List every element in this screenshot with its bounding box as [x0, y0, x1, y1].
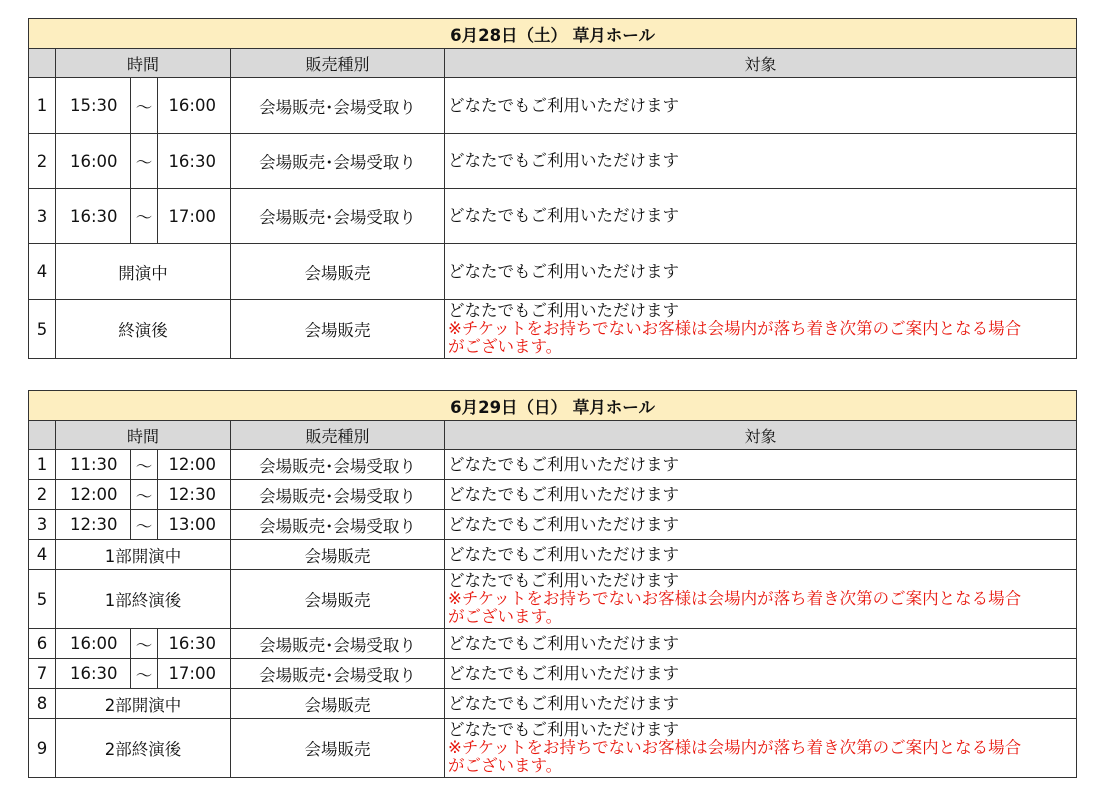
time-label: 開演中	[56, 244, 231, 300]
header-sale-type: 販売種別	[231, 421, 445, 450]
row-number: 7	[29, 659, 56, 689]
sale-type: 会場販売	[231, 244, 445, 300]
table-row	[29, 78, 1077, 134]
sale-type: 会場販売	[231, 300, 445, 359]
target-text: どなたでもご利用いただけます	[445, 540, 1077, 570]
target-text: どなたでもご利用いただけます	[445, 510, 1077, 540]
note-text-line1: ※チケットをお持ちでないお客様は会場内が落ち着き次第のご案内となる場合	[448, 319, 1022, 338]
table-row	[29, 244, 1077, 300]
start-time: 15:30	[56, 78, 131, 134]
target-cell	[445, 570, 1077, 629]
table-row	[29, 629, 1077, 659]
start-time: 12:30	[56, 510, 131, 540]
header-blank	[29, 421, 56, 450]
row-number: 3	[29, 510, 56, 540]
sale-type: 会場販売･会場受取り	[231, 510, 445, 540]
row-number: 9	[29, 719, 56, 778]
end-time: 16:30	[158, 134, 231, 189]
sale-type: 会場販売	[231, 540, 445, 570]
target-text: どなたでもご利用いただけます	[448, 720, 679, 739]
note-text-line1: ※チケットをお持ちでないお客様は会場内が落ち着き次第のご案内となる場合	[448, 738, 1022, 757]
target-text: どなたでもご利用いただけます	[445, 244, 1077, 300]
table-row	[29, 480, 1077, 510]
end-time: 12:00	[158, 450, 231, 480]
time-label: 1部開演中	[56, 540, 231, 570]
row-number: 2	[29, 480, 56, 510]
target-text: どなたでもご利用いただけます	[445, 78, 1077, 134]
row-number: 6	[29, 629, 56, 659]
header-time: 時間	[56, 421, 231, 450]
start-time: 11:30	[56, 450, 131, 480]
tilde: ～	[131, 189, 158, 244]
row-number: 8	[29, 689, 56, 719]
end-time: 13:00	[158, 510, 231, 540]
target-text: どなたでもご利用いただけます	[448, 301, 679, 320]
end-time: 17:00	[158, 659, 231, 689]
sale-type: 会場販売	[231, 719, 445, 778]
tilde: ～	[131, 510, 158, 540]
table-row	[29, 659, 1077, 689]
end-time: 17:00	[158, 189, 231, 244]
table-title: 6月28日（土） 草月ホール	[29, 19, 1077, 49]
row-number: 3	[29, 189, 56, 244]
sale-type: 会場販売	[231, 570, 445, 629]
note-text-line2: がございます。	[448, 607, 563, 626]
header-sale-type: 販売種別	[231, 49, 445, 78]
table-row	[29, 510, 1077, 540]
tilde: ～	[131, 659, 158, 689]
table-row	[29, 689, 1077, 719]
sale-type: 会場販売･会場受取り	[231, 659, 445, 689]
target-cell	[445, 719, 1077, 778]
tilde: ～	[131, 78, 158, 134]
target-text: どなたでもご利用いただけます	[445, 134, 1077, 189]
target-text: どなたでもご利用いただけます	[445, 189, 1077, 244]
row-number: 1	[29, 450, 56, 480]
target-text: どなたでもご利用いただけます	[445, 450, 1077, 480]
start-time: 16:00	[56, 629, 131, 659]
row-number: 4	[29, 540, 56, 570]
table-row	[29, 450, 1077, 480]
start-time: 16:30	[56, 189, 131, 244]
end-time: 16:00	[158, 78, 231, 134]
row-number: 4	[29, 244, 56, 300]
header-blank	[29, 49, 56, 78]
table-row	[29, 300, 1077, 359]
time-label: 2部終演後	[56, 719, 231, 778]
table-row	[29, 570, 1077, 629]
tilde: ～	[131, 480, 158, 510]
sale-type: 会場販売･会場受取り	[231, 480, 445, 510]
note-text-line2: がございます。	[448, 337, 563, 356]
table-row	[29, 134, 1077, 189]
row-number: 2	[29, 134, 56, 189]
target-text: どなたでもご利用いただけます	[445, 629, 1077, 659]
note-text-line2: がございます。	[448, 756, 563, 775]
target-text: どなたでもご利用いただけます	[445, 480, 1077, 510]
start-time: 16:00	[56, 134, 131, 189]
sale-type: 会場販売･会場受取り	[231, 78, 445, 134]
table-row	[29, 189, 1077, 244]
schedule-table-june-29	[28, 390, 1077, 778]
row-number: 5	[29, 300, 56, 359]
sale-type: 会場販売･会場受取り	[231, 450, 445, 480]
table-row	[29, 719, 1077, 778]
note-text-line1: ※チケットをお持ちでないお客様は会場内が落ち着き次第のご案内となる場合	[448, 589, 1022, 608]
time-label: 2部開演中	[56, 689, 231, 719]
end-time: 16:30	[158, 629, 231, 659]
tilde: ～	[131, 450, 158, 480]
sale-type: 会場販売	[231, 689, 445, 719]
table-row	[29, 540, 1077, 570]
target-cell	[445, 300, 1077, 359]
row-number: 5	[29, 570, 56, 629]
tilde: ～	[131, 629, 158, 659]
header-time: 時間	[56, 49, 231, 78]
target-text: どなたでもご利用いただけます	[445, 689, 1077, 719]
sale-type: 会場販売･会場受取り	[231, 134, 445, 189]
target-text: どなたでもご利用いただけます	[448, 571, 679, 590]
schedule-table-june-28	[28, 18, 1077, 359]
end-time: 12:30	[158, 480, 231, 510]
target-text: どなたでもご利用いただけます	[445, 659, 1077, 689]
time-label: 1部終演後	[56, 570, 231, 629]
time-label: 終演後	[56, 300, 231, 359]
sale-type: 会場販売･会場受取り	[231, 629, 445, 659]
start-time: 16:30	[56, 659, 131, 689]
row-number: 1	[29, 78, 56, 134]
sale-type: 会場販売･会場受取り	[231, 189, 445, 244]
tilde: ～	[131, 134, 158, 189]
header-target: 対象	[445, 421, 1077, 450]
table-title: 6月29日（日） 草月ホール	[29, 391, 1077, 421]
start-time: 12:00	[56, 480, 131, 510]
header-target: 対象	[445, 49, 1077, 78]
